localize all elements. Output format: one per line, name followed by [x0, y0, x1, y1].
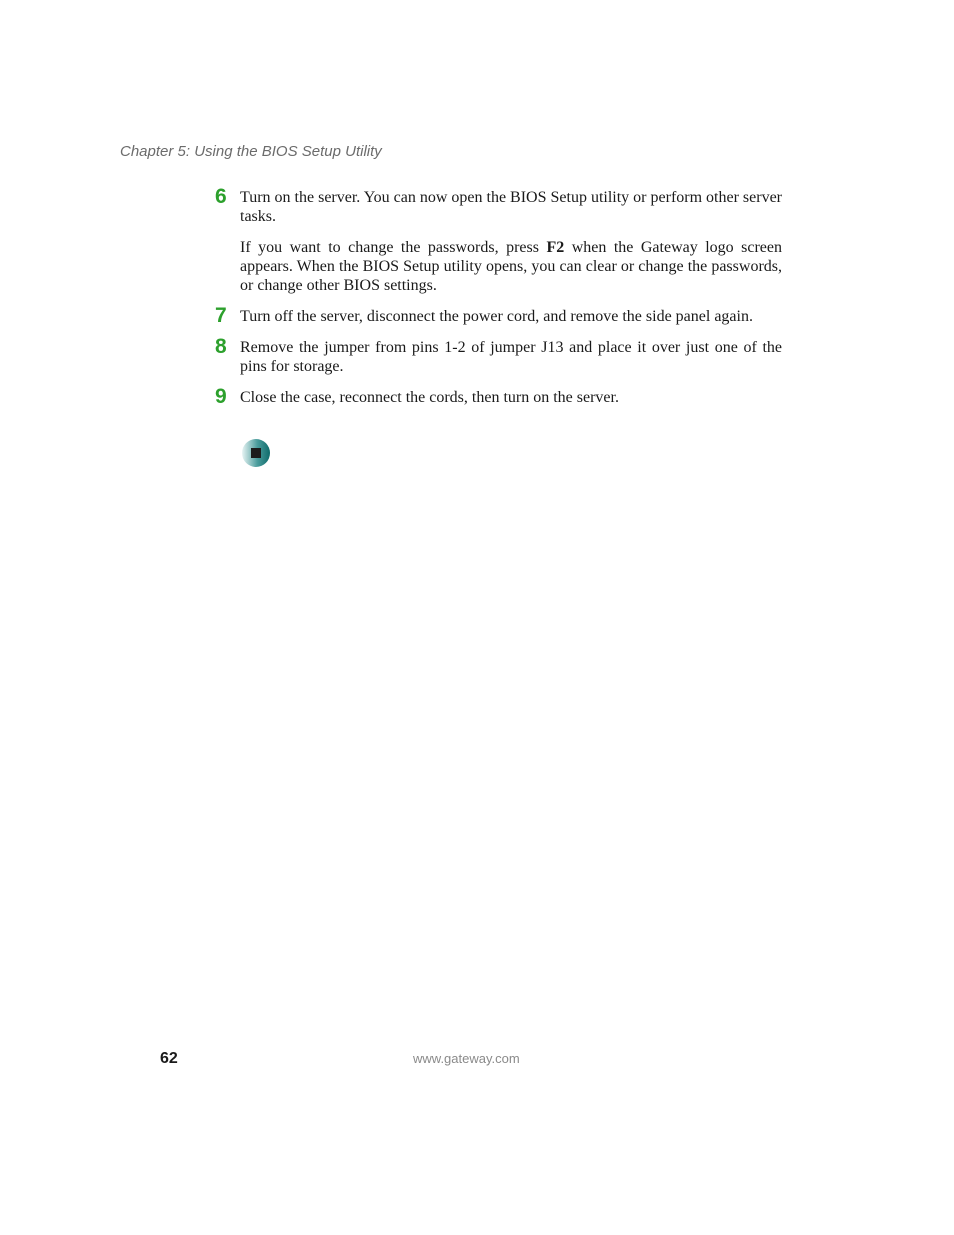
step-9 — [212, 385, 782, 408]
step-7 — [212, 304, 782, 327]
key-name: F2 — [546, 239, 565, 256]
step-paragraph: If you want to change the passwords, press F2 when the Gateway logo screen appears. When the BIOS Setup utility opens, you can clear or change the passwords, or change other BIOS settings. — [240, 239, 782, 294]
procedure-steps — [212, 185, 782, 419]
step-8 — [212, 335, 782, 376]
step-paragraph: Turn off the server, disconnect the power cord, and remove the side panel again. — [240, 308, 753, 325]
step-number: 9 — [215, 385, 227, 408]
step-paragraph: Close the case, reconnect the cords, then turn on the server. — [240, 389, 619, 406]
step-number: 8 — [215, 335, 227, 358]
step-6 — [212, 185, 782, 295]
stop-icon — [241, 438, 271, 468]
step-number: 6 — [215, 185, 227, 208]
chapter-header: Chapter 5: Using the BIOS Setup Utility — [120, 143, 382, 160]
step-paragraph: Turn on the server. You can now open the BIOS Setup utility or perform other server tasks. — [240, 189, 782, 225]
step-paragraph: Remove the jumper from pins 1-2 of jumper J13 and place it over just one of the pins for storage. — [240, 339, 782, 375]
step-number: 7 — [215, 304, 227, 327]
footer-url: www.gateway.com — [413, 1051, 520, 1066]
page-number: 62 — [160, 1050, 178, 1067]
